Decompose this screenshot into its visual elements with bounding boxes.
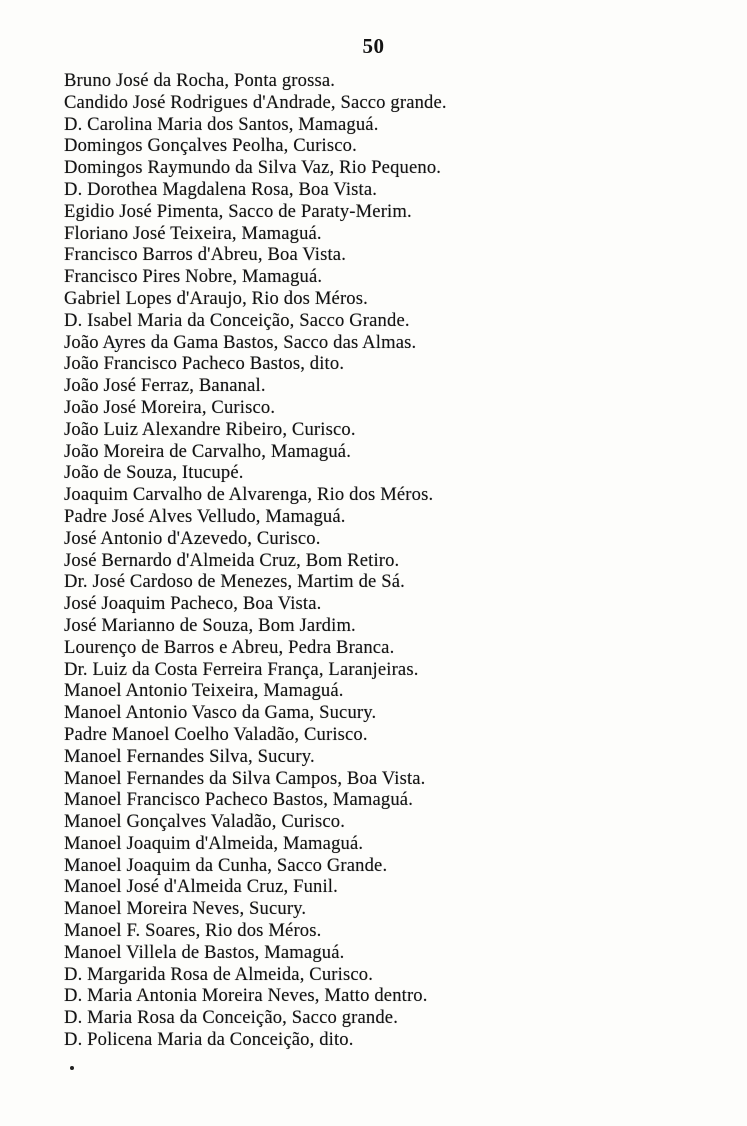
list-item: José Joaquim Pacheco, Boa Vista. [64, 593, 322, 615]
list-item: João José Moreira, Curisco. [64, 396, 276, 418]
list-item: José Antonio d'Azevedo, Curisco. [64, 527, 321, 549]
list-item: João de Souza, Itucupé. [64, 462, 244, 484]
list-item: Padre Manoel Coelho Valadão, Curisco. [64, 723, 368, 745]
list-item: Manoel Antonio Vasco da Gama, Sucury. [64, 702, 377, 724]
list-item: D. Carolina Maria dos Santos, Mamaguá. [64, 113, 379, 135]
list-item: Manoel Joaquim da Cunha, Sacco Grande. [64, 854, 388, 876]
list-item: Manoel Antonio Teixeira, Mamaguá. [64, 680, 344, 702]
list-item: Manoel Villela de Bastos, Mamaguá. [64, 941, 345, 963]
list-item: Padre José Alves Velludo, Mamaguá. [64, 505, 346, 527]
list-item: Bruno José da Rocha, Ponta grossa. [64, 70, 336, 91]
list-item: João Ayres da Gama Bastos, Sacco das Almas. [64, 331, 417, 353]
list-item: José Bernardo d'Almeida Cruz, Bom Retiro. [64, 549, 400, 571]
page-number: 50 [362, 34, 385, 58]
list-item: João Francisco Pacheco Bastos, dito. [64, 353, 345, 375]
list-item: João José Ferraz, Bananal. [64, 375, 266, 397]
list-item: Dr. José Cardoso de Menezes, Martim de Sá. [64, 571, 405, 593]
list-item: Lourenço de Barros e Abreu, Pedra Branca. [64, 636, 395, 658]
list-item: D. Dorothea Magdalena Rosa, Boa Vista. [64, 178, 378, 200]
list-item: Manoel Fernandes Silva, Sucury. [64, 745, 315, 767]
list-item: João Moreira de Carvalho, Mamaguá. [64, 440, 352, 462]
list-item: Egidio José Pimenta, Sacco de Paraty-Merim. [64, 200, 412, 222]
ink-dot [70, 1066, 74, 1070]
list-item: D. Maria Rosa da Conceição, Sacco grande. [64, 1007, 399, 1029]
list-item: Candido José Rodrigues d'Andrade, Sacco grande. [64, 91, 447, 113]
list-item: D. Isabel Maria da Conceição, Sacco Grande. [64, 309, 410, 331]
name-list [64, 70, 684, 1051]
list-item: D. Maria Antonia Moreira Neves, Matto dentro. [64, 985, 428, 1007]
list-item: Manoel José d'Almeida Cruz, Funil. [64, 876, 338, 898]
list-item: Joaquim Carvalho de Alvarenga, Rio dos Méros. [64, 484, 434, 506]
list-item: Manoel F. Soares, Rio dos Méros. [64, 920, 322, 942]
list-item: Manoel Joaquim d'Almeida, Mamaguá. [64, 832, 364, 854]
list-item: Manoel Gonçalves Valadão, Curisco. [64, 811, 346, 833]
list-item: Manoel Moreira Neves, Sucury. [64, 898, 307, 920]
list-item: Domingos Raymundo da Silva Vaz, Rio Pequeno. [64, 157, 442, 179]
list-item: Manoel Fernandes da Silva Campos, Boa Vista. [64, 767, 426, 789]
list-item: José Marianno de Souza, Bom Jardim. [64, 614, 356, 636]
list-item: D. Policena Maria da Conceição, dito. [64, 1029, 354, 1051]
list-item: Floriano José Teixeira, Mamaguá. [64, 222, 322, 244]
list-item: Manoel Francisco Pacheco Bastos, Mamaguá. [64, 789, 414, 811]
list-item: Francisco Pires Nobre, Mamaguá. [64, 266, 323, 288]
list-item: João Luiz Alexandre Ribeiro, Curisco. [64, 418, 356, 440]
list-item: D. Margarida Rosa de Almeida, Curisco. [64, 963, 373, 985]
list-item: Dr. Luiz da Costa Ferreira França, Laranjeiras. [64, 658, 419, 680]
list-item: Francisco Barros d'Abreu, Boa Vista. [64, 244, 347, 266]
list-item: Domingos Gonçalves Peolha, Curisco. [64, 135, 357, 157]
list-item: Gabriel Lopes d'Araujo, Rio dos Méros. [64, 287, 368, 309]
